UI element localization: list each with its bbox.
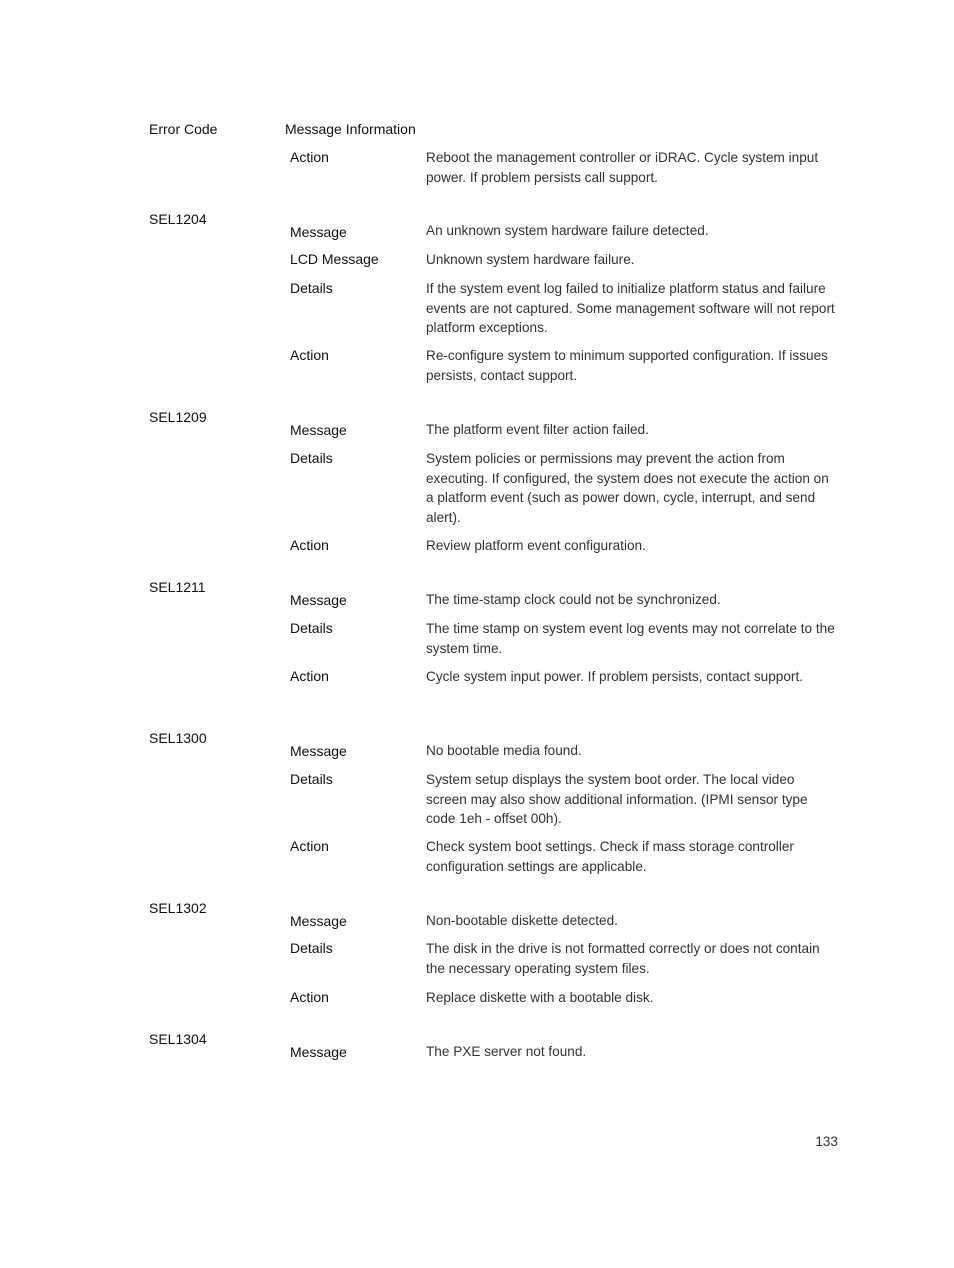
field-text: The time stamp on system event log events may not correlate to the system time. [426,621,835,656]
field-text: Replace diskette with a bootable disk. [426,990,654,1005]
column-header-message-information: Message Information [285,121,416,137]
field-text: Cycle system input power. If problem persists, contact support. [426,669,804,684]
column-header-error-code: Error Code [149,121,218,137]
field-text: Unknown system hardware failure. [426,252,635,267]
field-text: System setup displays the system boot order. The local video screen may also show additional information. (IPMI sensor type code 1eh - offset 00h). [426,772,808,826]
field-label: Message [290,1044,347,1060]
field-label: Details [290,620,333,636]
field-label: Message [290,913,347,929]
field-label: Message [290,224,347,240]
field-label: Details [290,280,333,296]
error-code: SEL1300 [149,730,207,746]
error-code: SEL1204 [149,211,207,227]
field-label: Action [290,347,329,363]
field-label: Action [290,537,329,553]
field-text: The PXE server not found. [426,1044,587,1059]
field-label: Details [290,940,333,956]
field-text: The platform event filter action failed. [426,422,649,437]
field-label: LCD Message [290,251,379,267]
field-text: Check system boot settings. Check if mass storage controller configuration settings are applicable. [426,839,794,874]
field-text: Reboot the management controller or iDRAC. Cycle system input power. If problem persists call support. [426,150,819,185]
field-label: Action [290,838,329,854]
field-label: Action [290,668,329,684]
field-label: Details [290,771,333,787]
field-label: Message [290,422,347,438]
field-text: Re-configure system to minimum supported configuration. If issues persists, contact support. [426,348,828,383]
error-code: SEL1304 [149,1031,207,1047]
field-label: Action [290,989,329,1005]
error-code: SEL1209 [149,409,207,425]
field-text: An unknown system hardware failure detected. [426,223,709,238]
field-text: If the system event log failed to initialize platform status and failure events are not captured. Some management software will not report platform exceptions. [426,281,835,335]
field-label: Details [290,450,333,466]
error-code: SEL1302 [149,900,207,916]
field-label: Action [290,149,329,165]
field-label: Message [290,592,347,608]
field-text: The time-stamp clock could not be synchronized. [426,592,721,607]
field-text: Non-bootable diskette detected. [426,913,618,928]
field-text: System policies or permissions may prevent the action from executing. If configured, the system does not execute the action on a platform event (such as power down, cycle, interrupt, and send alert). [426,451,829,525]
field-text: The disk in the drive is not formatted correctly or does not contain the necessary operating system files. [426,941,820,976]
field-label: Message [290,743,347,759]
page-number: 133 [815,1134,838,1149]
error-code: SEL1211 [149,579,206,595]
field-text: Review platform event configuration. [426,538,646,553]
field-text: No bootable media found. [426,743,582,758]
